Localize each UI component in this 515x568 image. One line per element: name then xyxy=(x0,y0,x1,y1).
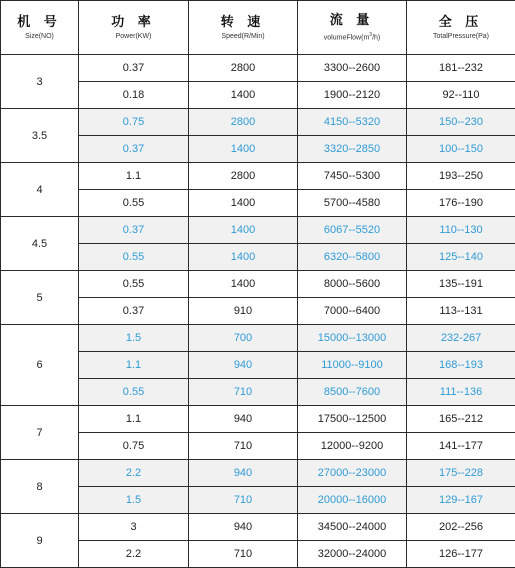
speed-cell: 1400 xyxy=(189,190,298,217)
table-row xyxy=(1,460,515,487)
table-row xyxy=(1,433,515,460)
table-row xyxy=(1,352,515,379)
flow-cell: 7000--6400 xyxy=(298,298,407,325)
power-cell: 0.37 xyxy=(79,55,189,82)
size-cell: 5 xyxy=(1,271,79,325)
header-flow-en xyxy=(298,30,406,43)
flow-cell: 1900--2120 xyxy=(298,82,407,109)
table-row xyxy=(1,541,515,568)
table-row xyxy=(1,298,515,325)
size-cell: 3 xyxy=(1,55,79,109)
power-cell: 3 xyxy=(79,514,189,541)
power-cell: 2.2 xyxy=(79,460,189,487)
power-cell: 0.55 xyxy=(79,271,189,298)
speed-cell: 1400 xyxy=(189,244,298,271)
table-row xyxy=(1,109,515,136)
flow-cell: 8000--5600 xyxy=(298,271,407,298)
size-cell: 6 xyxy=(1,325,79,406)
table-row xyxy=(1,514,515,541)
power-cell: 0.75 xyxy=(79,109,189,136)
flow-cell: 34500--24000 xyxy=(298,514,407,541)
flow-cell: 4150--5320 xyxy=(298,109,407,136)
pressure-cell: 141--177 xyxy=(407,433,515,460)
power-cell: 0.37 xyxy=(79,217,189,244)
pressure-cell: 111--136 xyxy=(407,379,515,406)
header-flow-zh: 流 量 xyxy=(329,11,375,27)
header-size-en: Size(NO) xyxy=(25,32,54,40)
header-speed xyxy=(189,1,298,55)
speed-cell: 710 xyxy=(189,487,298,514)
speed-cell: 940 xyxy=(189,406,298,433)
pressure-cell: 181--232 xyxy=(407,55,515,82)
speed-cell: 700 xyxy=(189,325,298,352)
flow-cell: 7450--5300 xyxy=(298,163,407,190)
pressure-cell: 150--230 xyxy=(407,109,515,136)
size-cell: 4 xyxy=(1,163,79,217)
speed-cell: 710 xyxy=(189,379,298,406)
flow-cell: 11000--9100 xyxy=(298,352,407,379)
size-cell: 4.5 xyxy=(1,217,79,271)
table-row xyxy=(1,190,515,217)
size-cell: 7 xyxy=(1,406,79,460)
pressure-cell: 110--130 xyxy=(407,217,515,244)
table-row xyxy=(1,82,515,109)
header-row xyxy=(1,1,515,55)
pressure-cell: 193--250 xyxy=(407,163,515,190)
pressure-cell: 168--193 xyxy=(407,352,515,379)
speed-cell: 1400 xyxy=(189,82,298,109)
flow-cell: 27000--23000 xyxy=(298,460,407,487)
speed-cell: 1400 xyxy=(189,271,298,298)
flow-cell: 8500--7600 xyxy=(298,379,407,406)
pressure-cell: 126--177 xyxy=(407,541,515,568)
speed-cell: 710 xyxy=(189,541,298,568)
table-body xyxy=(1,55,515,568)
flow-cell: 15000--13000 xyxy=(298,325,407,352)
table-row xyxy=(1,379,515,406)
power-cell: 0.55 xyxy=(79,379,189,406)
header-flow xyxy=(298,1,407,55)
header-flow-en-sup: 3 xyxy=(369,31,373,38)
table-row xyxy=(1,406,515,433)
pressure-cell: 129--167 xyxy=(407,487,515,514)
flow-cell: 6067--5520 xyxy=(298,217,407,244)
header-flow-en-pre: volumeFlow(m xyxy=(323,34,370,42)
power-cell: 0.37 xyxy=(79,136,189,163)
header-power-zh: 功 率 xyxy=(111,13,156,29)
speed-cell: 1400 xyxy=(189,217,298,244)
speed-cell: 940 xyxy=(189,514,298,541)
power-cell: 0.37 xyxy=(79,298,189,325)
header-pressure xyxy=(407,1,515,55)
header-power xyxy=(79,1,189,55)
power-cell: 1.5 xyxy=(79,487,189,514)
pressure-cell: 135--191 xyxy=(407,271,515,298)
header-pressure-en: TotalPressure(Pa) xyxy=(432,32,490,40)
pressure-cell: 113--131 xyxy=(407,298,515,325)
speed-cell: 1400 xyxy=(189,136,298,163)
power-cell: 1.1 xyxy=(79,352,189,379)
speed-cell: 940 xyxy=(189,352,298,379)
table-row xyxy=(1,487,515,514)
power-cell: 0.75 xyxy=(79,433,189,460)
pressure-cell: 100--150 xyxy=(407,136,515,163)
pressure-cell: 125--140 xyxy=(407,244,515,271)
header-flow-en-post: /h) xyxy=(372,34,381,42)
table-row xyxy=(1,136,515,163)
pressure-cell: 165--212 xyxy=(407,406,515,433)
table-row xyxy=(1,55,515,82)
size-cell: 9 xyxy=(1,514,79,568)
power-cell: 0.18 xyxy=(79,82,189,109)
size-cell: 8 xyxy=(1,460,79,514)
pressure-cell: 176--190 xyxy=(407,190,515,217)
table-row xyxy=(1,271,515,298)
pressure-cell: 202--256 xyxy=(407,514,515,541)
size-cell: 3.5 xyxy=(1,109,79,163)
flow-cell: 3320--2850 xyxy=(298,136,407,163)
header-size xyxy=(1,1,79,55)
table-row xyxy=(1,325,515,352)
table-row xyxy=(1,217,515,244)
power-cell: 1.1 xyxy=(79,163,189,190)
flow-cell: 3300--2600 xyxy=(298,55,407,82)
flow-cell: 5700--4580 xyxy=(298,190,407,217)
flow-cell: 17500--12500 xyxy=(298,406,407,433)
header-speed-en: Speed(R/Min) xyxy=(221,32,265,40)
speed-cell: 2800 xyxy=(189,55,298,82)
flow-cell: 12000--9200 xyxy=(298,433,407,460)
flow-cell: 32000--24000 xyxy=(298,541,407,568)
header-pressure-zh: 全 压 xyxy=(438,13,484,29)
flow-cell: 6320--5800 xyxy=(298,244,407,271)
speed-cell: 2800 xyxy=(189,163,298,190)
speed-cell: 910 xyxy=(189,298,298,325)
power-cell: 0.55 xyxy=(79,244,189,271)
speed-cell: 940 xyxy=(189,460,298,487)
pressure-cell: 175--228 xyxy=(407,460,515,487)
pressure-cell: 232-267 xyxy=(407,325,515,352)
header-speed-zh: 转 速 xyxy=(220,13,266,29)
speed-cell: 710 xyxy=(189,433,298,460)
power-cell: 1.1 xyxy=(79,406,189,433)
flow-cell: 20000--16000 xyxy=(298,487,407,514)
power-cell: 0.55 xyxy=(79,190,189,217)
table-row xyxy=(1,244,515,271)
power-cell: 2.2 xyxy=(79,541,189,568)
table-row xyxy=(1,163,515,190)
header-size-zh: 机 号 xyxy=(17,13,62,29)
header-power-en: Power(KW) xyxy=(115,32,152,40)
speed-cell: 2800 xyxy=(189,109,298,136)
pressure-cell: 92--110 xyxy=(407,82,515,109)
power-cell: 1.5 xyxy=(79,325,189,352)
